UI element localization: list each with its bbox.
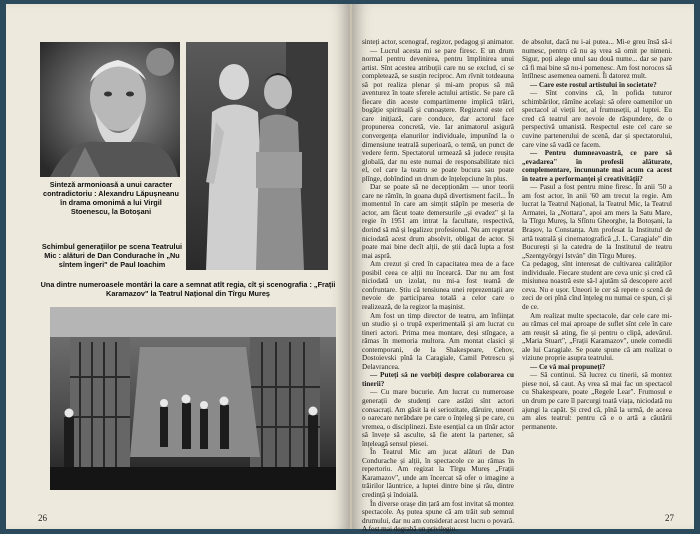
paragraph: — Să continui. Să lucrez cu tinerii, să montez piese noi, să caut. Aș vrea să mai fac un spectacol cu Shakespeare, poate „Regele Lear". Frumosul e un drum pe care îl parcurgi toată viața, niciodată nu ajungi la capăt. Și cred că, pînă la urmă, de aceea am ales teatrul: pentru că e o artă a căutării permanente. (522, 371, 672, 431)
article-column-page27-a (362, 38, 514, 534)
photo-karamazov-stage (50, 307, 336, 490)
paragraph: Ca pedagog, sînt interesat de cultivarea calităților individuale. Fiecare student are ceva unic și cred că misiunea noastră este să-l ajutăm să descopere acel ceva. Nu e ușor. Uneori le cer să repete o scenă de zeci de ori pînă cînd înțeleg nu numai ce spun, ci și de ce. (522, 260, 672, 311)
page-number-right: 27 (665, 513, 674, 523)
paragraph: Am realizat multe spectacole, dar cele care mi-au rămas cel mai aproape de suflet sînt cele în care am reușit să ating, fie și pentru o clipă, adevărul. „Maria Stuart", „Frații Karamazov", unele comedii ale lui Caragiale. Se poate spune că am realizat o viziune proprie asupra teatrului. (522, 311, 672, 363)
interview-question: — Pentru dumneavoastră, ce pare să „evadarea" în profesii alăturate, complementare, încununate mai acum ca acest în teatre a performanței și creativității? (522, 149, 672, 183)
paragraph: Dar se poate să ne decepționăm — unor teorii care ne rămîn, în goana după divertisment facil... În momentul în care am simțit stăpîn pe meseria de actor, am făcut toate demersurile „și evadez" și la regie în 1951 am intrat la facultate, respectivă, dorind să mă și legalizez profesional. Nu am regretat niciodată acest drum absolvit, obligat de actor. Și poate mai bine decît alții, de știi dacă lupta a fost mai aspră. (362, 183, 514, 260)
magazine-spread (6, 4, 694, 534)
paragraph: — Pasul a fost pentru mine firesc. În anii '50 a am fost actor, în anii '60 am trecut la regie. Am lucrat la Teatrul Național, la Teatrul Mic, la Teatrul Armatei, la „Nottara", apoi am mers la Satu Mare, la Tîrgu Mureș, la Sfîntu Gheorghe, la Botoșani, la Brașov, la Constanța. Am profesat la Institutul de artă teatrală și cinematografică „I. L. Caragiale" din București și la catedra de la Institutul de teatru „Szentgyörgyi István" din Tîrgu Mureș. (522, 183, 672, 260)
left-page (6, 4, 350, 529)
paragraph: — Sînt convins că, în pofida tuturor schimbărilor, rămîne același: să ofere oamenilor un spectacol al vieții lor, al frumuseții, al luptei. Eu cred că teatrul are nevoie de răspundere, de o perspectivă umanistă. Respectul este cel care se cuvine partenerului de scenă, dar și spectatorului, care vine să vadă ce facem. (522, 89, 672, 149)
page-number-left: 26 (38, 513, 47, 523)
caption-photo2: Schimbul generațiilor pe scena Teatrului Mic : alături de Dan Condurache în „Nu sîntem îngeri" de Paul Ioachim (41, 242, 183, 269)
article-column-right (522, 38, 672, 503)
right-page (352, 4, 694, 534)
interview-question: — Ce vă mai propuneți? (530, 362, 606, 371)
paragraph: sinteți actor, scenograf, regizor, pedagog și animator. (362, 38, 514, 46)
caption-photo1: Sinteză armonioasă a unui caracter contradictoriu : Alexandru Lăpușneanu în drama omonimă a lui Virgil Stoenescu, la Botoșani (43, 180, 179, 216)
paragraph: — Puteți să ne vorbiți despre colaborarea cu tinerii? (362, 371, 514, 388)
caption-photo3: Una dintre numeroasele montări la care a semnat atît regia, cît și scenografia : „Frații Karamazov" la Teatrul Național din Tîrgu Mureș (40, 280, 336, 298)
paragraph: de absolut, dacă nu i-ai putea... Mi-e greu însă să-i numesc, pentru că nu aș vrea să omit pe nimeni. Sigur, poți alege unul sau două nume... dar se pare că fi mai bine să nu-i pomenesc. Am fost norocos să întîlnesc asemenea oameni. Îi datorez mult. (522, 38, 672, 81)
paragraph: În diverse orașe din țară am fost invitat să montez spectacole. Aș putea spune că am trăit sub semnul drumului, dar nu am considerat acest lucru o povară. A fost mai degrabă un privilegiu. (362, 499, 514, 534)
photo-lapusneanu (40, 42, 180, 177)
photo-teatrul-mic (186, 42, 328, 270)
interview-question: — Care este rostul artistului în societate? (530, 80, 657, 89)
paragraph: Am crezut și cred în capacitatea mea de a face posibil ceea ce alții nu încearcă. Dar nu am fost niciodată un izolat, nu mi-a fost teamă de confruntare. Știu că tensiunea unei reprezentații are nevoie de participarea totală a celor care o realizează, de la regizor la mașinist. (362, 260, 514, 311)
paragraph: În Teatrul Mic am jucat alături de Dan Condurache și alții, în spectacole ce au rămas în repertoriu. Am regizat la Tîrgu Mureș „Frații Karamazov", unde am încercat să ofer o imagine a trăirilor lăuntrice, a luptei dintre bine și rău, dintre credință și îndoială. (362, 448, 514, 499)
paragraph: — Lucrul acesta mi se pare firesc. E un drum normal pentru devenirea, pentru împlinirea unui artist. Sînt acestea atribuții care nu se exclud, ci se completează, se susțin reciproc. Am rîvnit totdeauna să pot realiza plenar și mi-am propus să mă aventurez în toate sferele actului artistic. Se pare că fiecare din aceste compartimente implică trăiri, bogăție spirituală și cunoaștere. Regizorul este cel care inițiază, care conduce, dar actorul face propunerea concretă, vie. Iar animatorul asigură convergența elanurilor individuale, impunînd la o dimensiune teatrală superioară, o temă, un punct de vedere ferm. Spectatorul urmează să judece reușita globală, dar nu este numai de responsabilitate nici el, cel care la teatru se poate bucura sau poate plînge, dobîndind un drum de înțelepciune în plus. (362, 46, 514, 183)
paragraph: Am fost un timp director de teatru, am înființat un studio și o trupă experimentală și am lucrat cu tineri actori. Prima mea montare, deși stîngace, a rămas în memoria multora. Am montat clasici și contemporani, de la Shakespeare, Cehov, Dostoievski pînă la Caragiale, Camil Petrescu și Delavrancea. (362, 311, 514, 371)
paragraph: — Cu mare bucurie. Am lucrat cu numeroase generații de studenți care astăzi sînt actori consacrați. Am găsit la ei seriozitate, dăruire, uneori o oarecare nerăbdare pe care o înțeleg și pe care, cu vremea, o disciplinezi. Este esențial ca un tînăr actor să învețe să asculte, să fie atent la partener, să înțeleagă sensul piesei. (362, 388, 514, 448)
